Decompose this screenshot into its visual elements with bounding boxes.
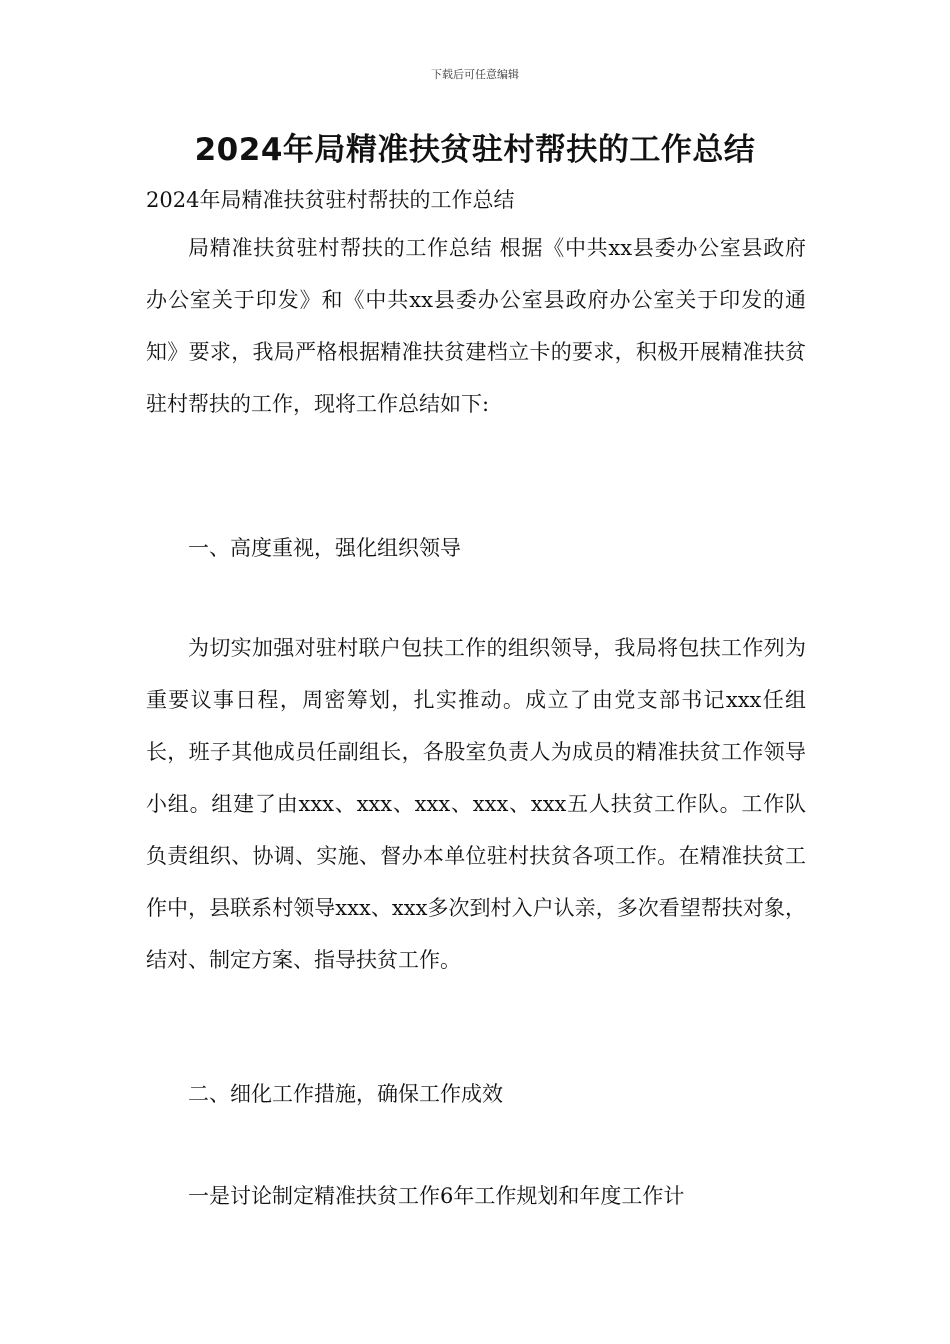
section-2-paragraph: 一是讨论制定精准扶贫工作6年工作规划和年度工作计 bbox=[188, 1184, 685, 1208]
document-subtitle: 2024年局精准扶贫驻村帮扶的工作总结 bbox=[146, 188, 515, 212]
intro-paragraph: 局精准扶贫驻村帮扶的工作总结 根据《中共xx县委办公室县政府办公室关于印发》和《中共xx县委办公室县政府办公室关于印发的通知》要求，我局严格根据精准扶贫建档立卡的要求，积极开展精准扶贫驻村帮扶的工作，现将工作总结如下: bbox=[146, 236, 806, 416]
section-heading-2: 二、细化工作措施，确保工作成效 bbox=[188, 1082, 503, 1106]
section-heading-1: 一、高度重视，强化组织领导 bbox=[188, 536, 461, 560]
document-title: 2024年局精准扶贫驻村帮扶的工作总结 bbox=[194, 132, 756, 168]
section-1-paragraph: 为切实加强对驻村联户包扶工作的组织领导，我局将包扶工作列为重要议事日程，周密筹划，扎实推动。成立了由党支部书记xxx任组长，班子其他成员任副组长，各股室负责人为成员的精准扶贫工作领导小组。组建了由xxx、xxx、xxx、xxx、xxx五人扶贫工作队。工作队负责组织、协调、实施、督办本单位驻村扶贫各项工作。在精准扶贫工作中，县联系村领导xxx、xxx多次到村入户认亲，多次看望帮扶对象，结对、制定方案、指导扶贫工作。 bbox=[146, 636, 806, 972]
header-note: 下载后可任意编辑 bbox=[431, 68, 519, 81]
